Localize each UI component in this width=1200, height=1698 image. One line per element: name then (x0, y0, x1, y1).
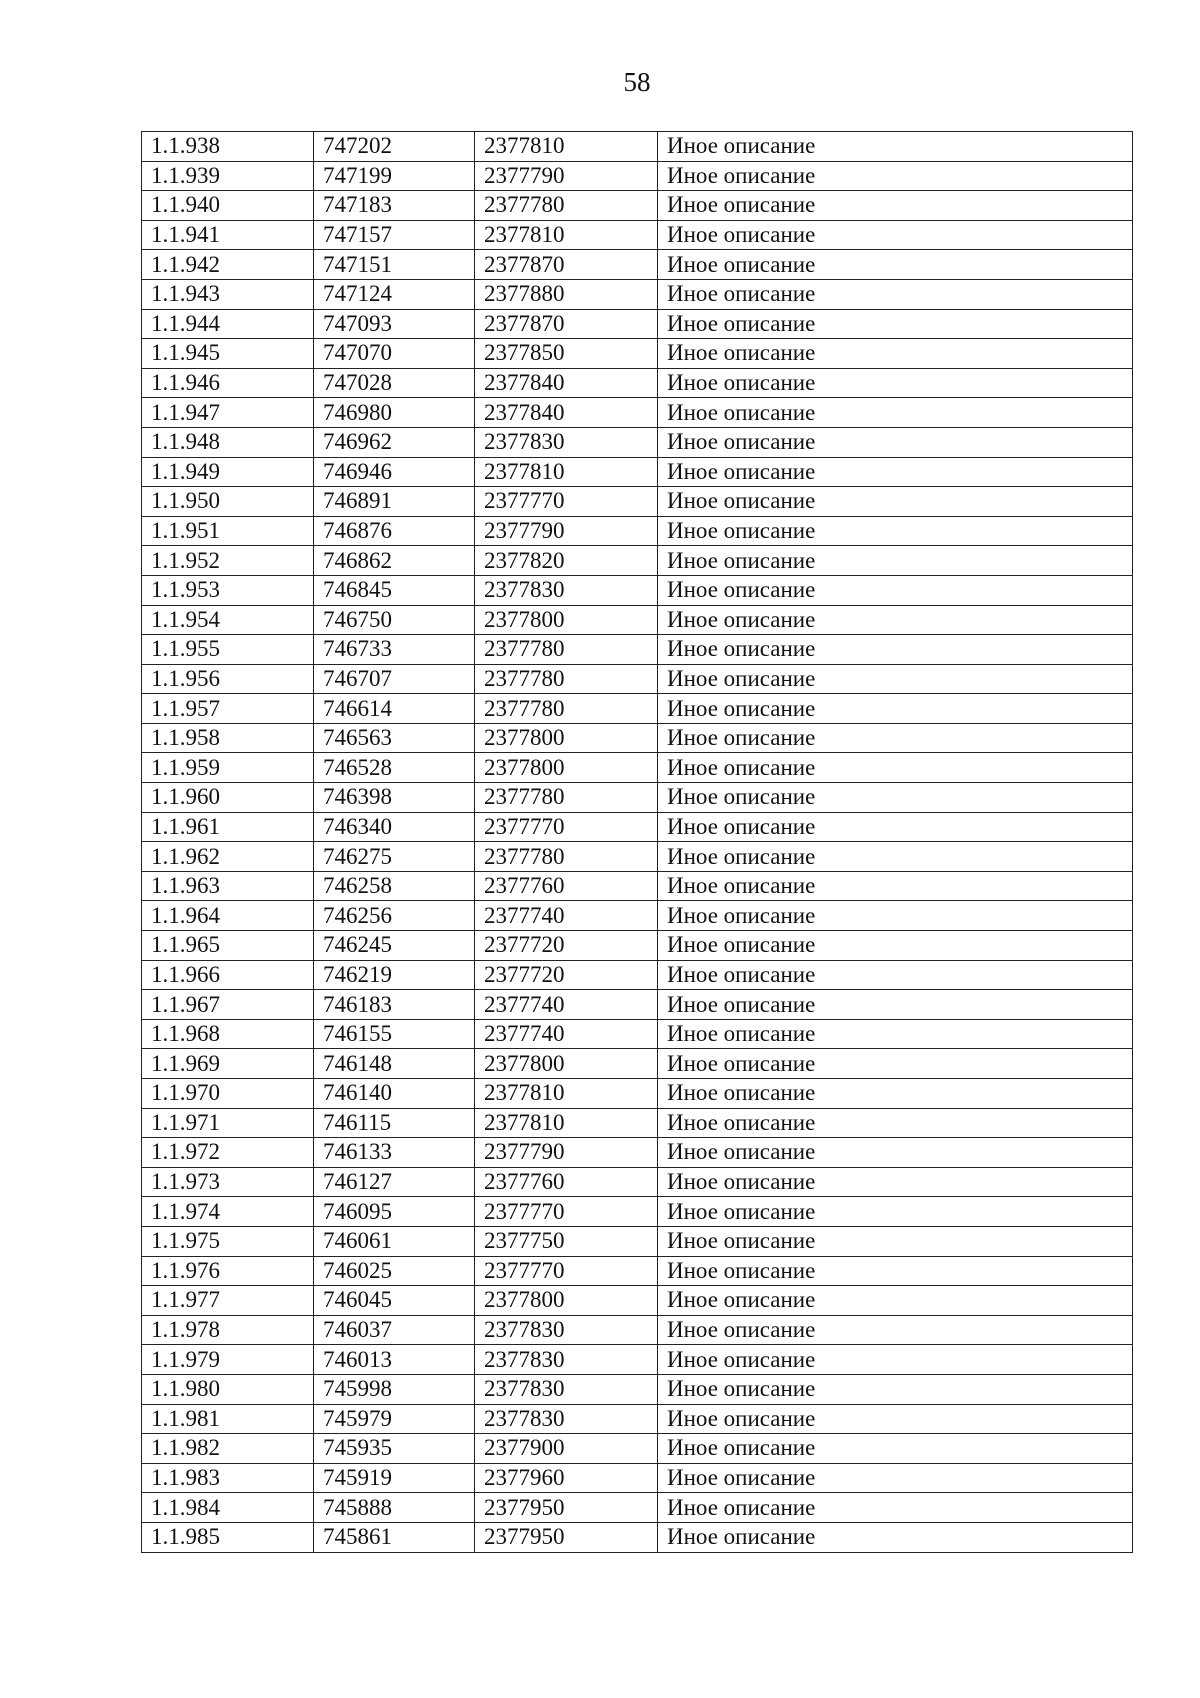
table-row (142, 812, 1133, 842)
coordinate-x-cell: 747124 (314, 279, 475, 309)
coordinate-x-cell: 746025 (314, 1256, 475, 1286)
coordinate-y-cell: 2377830 (475, 575, 658, 605)
point-number-cell: 1.1.972 (142, 1138, 314, 1168)
coordinate-y-cell: 2377790 (475, 1138, 658, 1168)
coordinate-y-cell: 2377760 (475, 871, 658, 901)
description-cell: Иное описание (658, 1167, 1133, 1197)
coordinate-y-cell: 2377770 (475, 1256, 658, 1286)
table-row (142, 605, 1133, 635)
coordinate-y-cell: 2377850 (475, 339, 658, 369)
point-number-cell: 1.1.944 (142, 309, 314, 339)
coordinate-y-cell: 2377780 (475, 664, 658, 694)
point-number-cell: 1.1.939 (142, 161, 314, 191)
point-number-cell: 1.1.976 (142, 1256, 314, 1286)
coordinate-x-cell: 746398 (314, 783, 475, 813)
description-cell: Иное описание (658, 664, 1133, 694)
coordinate-x-cell: 747199 (314, 161, 475, 191)
coordinate-x-cell: 746980 (314, 398, 475, 428)
coordinate-y-cell: 2377950 (475, 1522, 658, 1552)
coordinate-x-cell: 746183 (314, 990, 475, 1020)
table-row (142, 931, 1133, 961)
coordinate-y-cell: 2377780 (475, 635, 658, 665)
description-cell: Иное описание (658, 220, 1133, 250)
coordinate-y-cell: 2377800 (475, 605, 658, 635)
table-row (142, 1049, 1133, 1079)
coordinate-y-cell: 2377830 (475, 1374, 658, 1404)
coordinate-x-cell: 746219 (314, 960, 475, 990)
coordinate-x-cell: 746845 (314, 575, 475, 605)
description-cell: Иное описание (658, 1374, 1133, 1404)
description-cell: Иное описание (658, 1138, 1133, 1168)
description-cell: Иное описание (658, 1256, 1133, 1286)
description-cell: Иное описание (658, 1493, 1133, 1523)
coordinate-y-cell: 2377780 (475, 694, 658, 724)
point-number-cell: 1.1.956 (142, 664, 314, 694)
coordinate-y-cell: 2377770 (475, 1197, 658, 1227)
coordinate-x-cell: 747151 (314, 250, 475, 280)
description-cell: Иное описание (658, 575, 1133, 605)
table-row (142, 516, 1133, 546)
description-cell: Иное описание (658, 723, 1133, 753)
point-number-cell: 1.1.978 (142, 1315, 314, 1345)
coordinate-y-cell: 2377830 (475, 1404, 658, 1434)
coordinate-x-cell: 746127 (314, 1167, 475, 1197)
coordinate-x-cell: 746275 (314, 842, 475, 872)
table-row (142, 1315, 1133, 1345)
table-row (142, 694, 1133, 724)
point-number-cell: 1.1.966 (142, 960, 314, 990)
coordinate-x-cell: 746750 (314, 605, 475, 635)
coordinate-y-cell: 2377960 (475, 1463, 658, 1493)
coordinate-x-cell: 746258 (314, 871, 475, 901)
description-cell: Иное описание (658, 694, 1133, 724)
point-number-cell: 1.1.946 (142, 368, 314, 398)
table-row (142, 1463, 1133, 1493)
coordinate-y-cell: 2377810 (475, 220, 658, 250)
table-row (142, 161, 1133, 191)
table-row (142, 487, 1133, 517)
table-row (142, 1345, 1133, 1375)
coordinate-y-cell: 2377780 (475, 783, 658, 813)
coordinate-x-cell: 745935 (314, 1434, 475, 1464)
table-row (142, 753, 1133, 783)
coordinate-y-cell: 2377720 (475, 931, 658, 961)
description-cell: Иное описание (658, 1079, 1133, 1109)
point-number-cell: 1.1.964 (142, 901, 314, 931)
point-number-cell: 1.1.971 (142, 1108, 314, 1138)
description-cell: Иное описание (658, 457, 1133, 487)
table-row (142, 575, 1133, 605)
description-cell: Иное описание (658, 1345, 1133, 1375)
coordinate-x-cell: 746148 (314, 1049, 475, 1079)
coordinate-x-cell: 747093 (314, 309, 475, 339)
point-number-cell: 1.1.977 (142, 1286, 314, 1316)
table-row (142, 783, 1133, 813)
table-row (142, 398, 1133, 428)
point-number-cell: 1.1.949 (142, 457, 314, 487)
coordinate-y-cell: 2377810 (475, 132, 658, 162)
coordinate-y-cell: 2377800 (475, 753, 658, 783)
coordinate-x-cell: 746140 (314, 1079, 475, 1109)
table-row (142, 191, 1133, 221)
coordinate-x-cell: 746340 (314, 812, 475, 842)
coordinate-x-cell: 747157 (314, 220, 475, 250)
coordinate-y-cell: 2377870 (475, 250, 658, 280)
coordinate-x-cell: 745888 (314, 1493, 475, 1523)
coordinate-x-cell: 746061 (314, 1226, 475, 1256)
point-number-cell: 1.1.962 (142, 842, 314, 872)
table-row (142, 1019, 1133, 1049)
description-cell: Иное описание (658, 309, 1133, 339)
coordinate-x-cell: 746013 (314, 1345, 475, 1375)
coordinate-y-cell: 2377900 (475, 1434, 658, 1464)
table-row (142, 1286, 1133, 1316)
table-row (142, 457, 1133, 487)
table-row (142, 1167, 1133, 1197)
coordinate-x-cell: 746563 (314, 723, 475, 753)
description-cell: Иное описание (658, 635, 1133, 665)
point-number-cell: 1.1.945 (142, 339, 314, 369)
table-row (142, 1374, 1133, 1404)
table-row (142, 339, 1133, 369)
coordinate-y-cell: 2377840 (475, 398, 658, 428)
point-number-cell: 1.1.942 (142, 250, 314, 280)
coordinate-y-cell: 2377870 (475, 309, 658, 339)
table-row (142, 309, 1133, 339)
description-cell: Иное описание (658, 191, 1133, 221)
description-cell: Иное описание (658, 398, 1133, 428)
table-row (142, 250, 1133, 280)
description-cell: Иное описание (658, 1404, 1133, 1434)
description-cell: Иное описание (658, 812, 1133, 842)
coordinate-y-cell: 2377780 (475, 191, 658, 221)
point-number-cell: 1.1.983 (142, 1463, 314, 1493)
coordinate-y-cell: 2377790 (475, 516, 658, 546)
point-number-cell: 1.1.953 (142, 575, 314, 605)
point-number-cell: 1.1.952 (142, 546, 314, 576)
point-number-cell: 1.1.963 (142, 871, 314, 901)
coordinate-y-cell: 2377810 (475, 1079, 658, 1109)
coordinate-x-cell: 746045 (314, 1286, 475, 1316)
description-cell: Иное описание (658, 279, 1133, 309)
table-row (142, 1138, 1133, 1168)
table-row (142, 1404, 1133, 1434)
table-row (142, 990, 1133, 1020)
coordinate-y-cell: 2377770 (475, 812, 658, 842)
description-cell: Иное описание (658, 132, 1133, 162)
description-cell: Иное описание (658, 1522, 1133, 1552)
point-number-cell: 1.1.981 (142, 1404, 314, 1434)
point-number-cell: 1.1.941 (142, 220, 314, 250)
coordinate-y-cell: 2377720 (475, 960, 658, 990)
coordinate-x-cell: 746707 (314, 664, 475, 694)
point-number-cell: 1.1.979 (142, 1345, 314, 1375)
coordinate-x-cell: 746614 (314, 694, 475, 724)
coordinate-y-cell: 2377880 (475, 279, 658, 309)
table-row (142, 279, 1133, 309)
table-row (142, 546, 1133, 576)
description-cell: Иное описание (658, 516, 1133, 546)
coordinate-y-cell: 2377830 (475, 1345, 658, 1375)
table-row (142, 427, 1133, 457)
coordinate-x-cell: 746037 (314, 1315, 475, 1345)
coordinate-x-cell: 747070 (314, 339, 475, 369)
coordinate-y-cell: 2377760 (475, 1167, 658, 1197)
coordinate-y-cell: 2377740 (475, 990, 658, 1020)
coordinate-x-cell: 745919 (314, 1463, 475, 1493)
table-row (142, 1256, 1133, 1286)
table-row (142, 871, 1133, 901)
description-cell: Иное описание (658, 1226, 1133, 1256)
coordinate-y-cell: 2377740 (475, 901, 658, 931)
coordinate-x-cell: 747183 (314, 191, 475, 221)
coordinate-y-cell: 2377740 (475, 1019, 658, 1049)
coordinate-x-cell: 746115 (314, 1108, 475, 1138)
point-number-cell: 1.1.968 (142, 1019, 314, 1049)
coordinate-x-cell: 746528 (314, 753, 475, 783)
description-cell: Иное описание (658, 1019, 1133, 1049)
point-number-cell: 1.1.985 (142, 1522, 314, 1552)
description-cell: Иное описание (658, 871, 1133, 901)
description-cell: Иное описание (658, 1434, 1133, 1464)
description-cell: Иное описание (658, 161, 1133, 191)
coordinate-x-cell: 745979 (314, 1404, 475, 1434)
description-cell: Иное описание (658, 1286, 1133, 1316)
point-number-cell: 1.1.951 (142, 516, 314, 546)
coordinate-y-cell: 2377840 (475, 368, 658, 398)
description-cell: Иное описание (658, 368, 1133, 398)
table-row (142, 1434, 1133, 1464)
point-number-cell: 1.1.970 (142, 1079, 314, 1109)
coordinate-y-cell: 2377770 (475, 487, 658, 517)
table-row (142, 842, 1133, 872)
table-row (142, 664, 1133, 694)
point-number-cell: 1.1.943 (142, 279, 314, 309)
point-number-cell: 1.1.974 (142, 1197, 314, 1227)
description-cell: Иное описание (658, 901, 1133, 931)
coordinate-x-cell: 745998 (314, 1374, 475, 1404)
coordinate-x-cell: 746962 (314, 427, 475, 457)
table-row (142, 1226, 1133, 1256)
point-number-cell: 1.1.947 (142, 398, 314, 428)
coordinate-x-cell: 746155 (314, 1019, 475, 1049)
point-number-cell: 1.1.950 (142, 487, 314, 517)
coordinate-x-cell: 746733 (314, 635, 475, 665)
point-number-cell: 1.1.955 (142, 635, 314, 665)
table-row (142, 1079, 1133, 1109)
table-row (142, 1108, 1133, 1138)
coordinate-x-cell: 746946 (314, 457, 475, 487)
coordinate-y-cell: 2377810 (475, 457, 658, 487)
coordinates-table-body (142, 132, 1133, 1553)
point-number-cell: 1.1.940 (142, 191, 314, 221)
description-cell: Иное описание (658, 1049, 1133, 1079)
description-cell: Иное описание (658, 546, 1133, 576)
page-number: 58 (623, 67, 651, 97)
point-number-cell: 1.1.959 (142, 753, 314, 783)
coordinate-x-cell: 746876 (314, 516, 475, 546)
description-cell: Иное описание (658, 960, 1133, 990)
coordinate-y-cell: 2377780 (475, 842, 658, 872)
description-cell: Иное описание (658, 427, 1133, 457)
description-cell: Иное описание (658, 990, 1133, 1020)
coordinate-x-cell: 747028 (314, 368, 475, 398)
point-number-cell: 1.1.967 (142, 990, 314, 1020)
table-row (142, 901, 1133, 931)
description-cell: Иное описание (658, 339, 1133, 369)
point-number-cell: 1.1.973 (142, 1167, 314, 1197)
coordinate-y-cell: 2377950 (475, 1493, 658, 1523)
point-number-cell: 1.1.961 (142, 812, 314, 842)
coordinate-y-cell: 2377810 (475, 1108, 658, 1138)
point-number-cell: 1.1.969 (142, 1049, 314, 1079)
point-number-cell: 1.1.984 (142, 1493, 314, 1523)
coordinate-y-cell: 2377790 (475, 161, 658, 191)
coordinate-x-cell: 746862 (314, 546, 475, 576)
point-number-cell: 1.1.948 (142, 427, 314, 457)
point-number-cell: 1.1.960 (142, 783, 314, 813)
coordinate-x-cell: 746891 (314, 487, 475, 517)
coordinate-y-cell: 2377750 (475, 1226, 658, 1256)
table-row (142, 368, 1133, 398)
point-number-cell: 1.1.982 (142, 1434, 314, 1464)
description-cell: Иное описание (658, 1463, 1133, 1493)
coordinate-y-cell: 2377830 (475, 1315, 658, 1345)
table-row (142, 220, 1133, 250)
description-cell: Иное описание (658, 842, 1133, 872)
point-number-cell: 1.1.938 (142, 132, 314, 162)
description-cell: Иное описание (658, 1315, 1133, 1345)
table-row (142, 132, 1133, 162)
coordinate-x-cell: 746256 (314, 901, 475, 931)
point-number-cell: 1.1.954 (142, 605, 314, 635)
coordinate-y-cell: 2377800 (475, 1049, 658, 1079)
table-row (142, 1197, 1133, 1227)
point-number-cell: 1.1.975 (142, 1226, 314, 1256)
coordinate-y-cell: 2377800 (475, 1286, 658, 1316)
table-row (142, 635, 1133, 665)
description-cell: Иное описание (658, 1108, 1133, 1138)
coordinate-x-cell: 746095 (314, 1197, 475, 1227)
point-number-cell: 1.1.957 (142, 694, 314, 724)
table-row (142, 1493, 1133, 1523)
description-cell: Иное описание (658, 783, 1133, 813)
description-cell: Иное описание (658, 250, 1133, 280)
coordinate-x-cell: 746245 (314, 931, 475, 961)
description-cell: Иное описание (658, 931, 1133, 961)
description-cell: Иное описание (658, 1197, 1133, 1227)
coordinate-y-cell: 2377800 (475, 723, 658, 753)
table-row (142, 1522, 1133, 1552)
point-number-cell: 1.1.980 (142, 1374, 314, 1404)
coordinates-table (141, 131, 1133, 1553)
description-cell: Иное описание (658, 753, 1133, 783)
point-number-cell: 1.1.965 (142, 931, 314, 961)
coordinate-x-cell: 745861 (314, 1522, 475, 1552)
description-cell: Иное описание (658, 487, 1133, 517)
table-row (142, 960, 1133, 990)
coordinate-y-cell: 2377830 (475, 427, 658, 457)
table-row (142, 723, 1133, 753)
coordinate-x-cell: 746133 (314, 1138, 475, 1168)
coordinate-x-cell: 747202 (314, 132, 475, 162)
description-cell: Иное описание (658, 605, 1133, 635)
point-number-cell: 1.1.958 (142, 723, 314, 753)
coordinate-y-cell: 2377820 (475, 546, 658, 576)
